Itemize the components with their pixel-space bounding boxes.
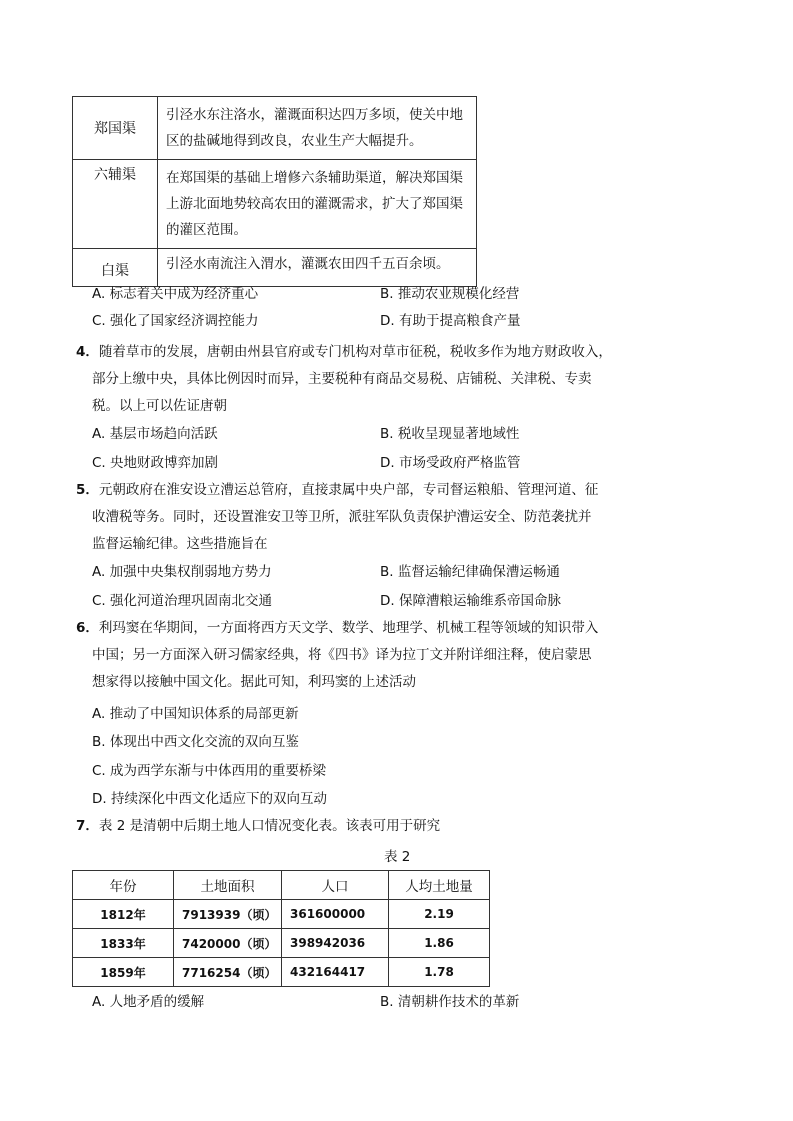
table-row bbox=[73, 249, 477, 287]
option-d[interactable]: D. 有助于提高粮食产量 bbox=[380, 313, 521, 329]
question-6-stem-line: 想家得以接触中国文化。据此可知，利玛窦的上述活动 bbox=[92, 674, 416, 690]
question-6-stem-line: 中国；另一方面深入研习儒家经典，将《四书》译为拉丁文并附详细注释，使启蒙思 bbox=[92, 647, 592, 663]
table-cell: 398942036 bbox=[282, 929, 389, 958]
table-header-row bbox=[73, 871, 490, 900]
option-d[interactable]: D. 保障漕粮运输维系帝国命脉 bbox=[380, 593, 561, 609]
option-a[interactable]: A. 推动了中国知识体系的局部更新 bbox=[92, 706, 299, 722]
table-cell: 7420000（顷） bbox=[174, 929, 282, 958]
option-d[interactable]: D. 持续深化中西文化适应下的双向互动 bbox=[92, 791, 327, 807]
column-header: 人均土地量 bbox=[389, 871, 490, 900]
option-b[interactable]: B. 体现出中西文化交流的双向互鉴 bbox=[92, 734, 299, 750]
table-row bbox=[73, 929, 490, 958]
option-c[interactable]: C. 央地财政博弈加剧 bbox=[92, 455, 219, 471]
table-cell: 7913939（顷） bbox=[174, 900, 282, 929]
question-number: 7． bbox=[76, 818, 99, 834]
question-number: 5． bbox=[76, 482, 99, 498]
canal-name: 郑国渠 bbox=[73, 97, 158, 160]
table-cell: 361600000 bbox=[282, 900, 389, 929]
canal-description: 引泾水南流注入渭水，灌溉农田四千五百余顷。 bbox=[158, 249, 477, 287]
canal-description: 在郑国渠的基础上增修六条辅助渠道，解决郑国渠 上游北面地势较高农田的灌溉需求，扩大了郑国渠 的灌区范围。 bbox=[158, 160, 477, 249]
canal-name: 六辅渠 bbox=[73, 160, 158, 249]
table-cell: 1.86 bbox=[389, 929, 490, 958]
table-row bbox=[73, 900, 490, 929]
option-a[interactable]: A. 加强中央集权削弱地方势力 bbox=[92, 564, 272, 580]
table-cell: 1.78 bbox=[389, 958, 490, 987]
question-number: 6． bbox=[76, 620, 99, 636]
option-b[interactable]: B. 清朝耕作技术的革新 bbox=[380, 994, 520, 1010]
table-row bbox=[73, 160, 477, 249]
column-header: 土地面积 bbox=[174, 871, 282, 900]
table-cell: 1833年 bbox=[73, 929, 174, 958]
question-number: 4． bbox=[76, 344, 99, 360]
option-c[interactable]: C. 强化河道治理巩固南北交通 bbox=[92, 593, 273, 609]
option-a[interactable]: A. 人地矛盾的缓解 bbox=[92, 994, 205, 1010]
question-5-stem-line: 收漕税等务。同时，还设置淮安卫等卫所，派驻军队负责保护漕运安全、防范袭扰并 bbox=[92, 509, 592, 525]
option-b[interactable]: B. 推动农业规模化经营 bbox=[380, 286, 520, 302]
table-row bbox=[73, 97, 477, 160]
option-a[interactable]: A. 标志着关中成为经济重心 bbox=[92, 286, 259, 302]
canal-description: 引泾水东注洛水，灌溉面积达四万多顷，使关中地 区的盐碱地得到改良，农业生产大幅提升。 bbox=[158, 97, 477, 160]
table-cell: 1812年 bbox=[73, 900, 174, 929]
option-c[interactable]: C. 成为西学东渐与中体西用的重要桥梁 bbox=[92, 763, 327, 779]
table-cell: 1859年 bbox=[73, 958, 174, 987]
option-d[interactable]: D. 市场受政府严格监管 bbox=[380, 455, 521, 471]
column-header: 年份 bbox=[73, 871, 174, 900]
table-cell: 7716254（顷） bbox=[174, 958, 282, 987]
question-7-stem: 7．表 2 是清朝中后期土地人口情况变化表。该表可用于研究 bbox=[76, 818, 441, 834]
table-row bbox=[73, 958, 490, 987]
column-header: 人口 bbox=[282, 871, 389, 900]
question-6-stem: 6．利玛窦在华期间，一方面将西方天文学、数学、地理学、机械工程等领域的知识带入 bbox=[76, 620, 599, 636]
option-b[interactable]: B. 监督运输纪律确保漕运畅通 bbox=[380, 564, 560, 580]
option-b[interactable]: B. 税收呈现显著地域性 bbox=[380, 426, 520, 442]
land-population-table bbox=[72, 870, 490, 987]
question-4-stem-line: 部分上缴中央，具体比例因时而异，主要税种有商品交易税、店铺税、关津税、专卖 bbox=[92, 371, 592, 387]
question-4-stem-line: 税。以上可以佐证唐朝 bbox=[92, 398, 227, 414]
question-4-stem: 4．随着草市的发展，唐朝由州县官府或专门机构对草市征税，税收多作为地方财政收入， bbox=[76, 344, 612, 360]
option-a[interactable]: A. 基层市场趋向活跃 bbox=[92, 426, 218, 442]
option-c[interactable]: C. 强化了国家经济调控能力 bbox=[92, 313, 259, 329]
question-5-stem-line: 监督运输纪律。这些措施旨在 bbox=[92, 536, 268, 552]
table-cell: 2.19 bbox=[389, 900, 490, 929]
table-cell: 432164417 bbox=[282, 958, 389, 987]
canal-table bbox=[72, 96, 477, 287]
table-caption: 表 2 bbox=[384, 849, 411, 865]
question-5-stem: 5．元朝政府在淮安设立漕运总管府，直接隶属中央户部，专司督运粮船、管理河道、征 bbox=[76, 482, 599, 498]
canal-name: 白渠 bbox=[73, 249, 158, 287]
